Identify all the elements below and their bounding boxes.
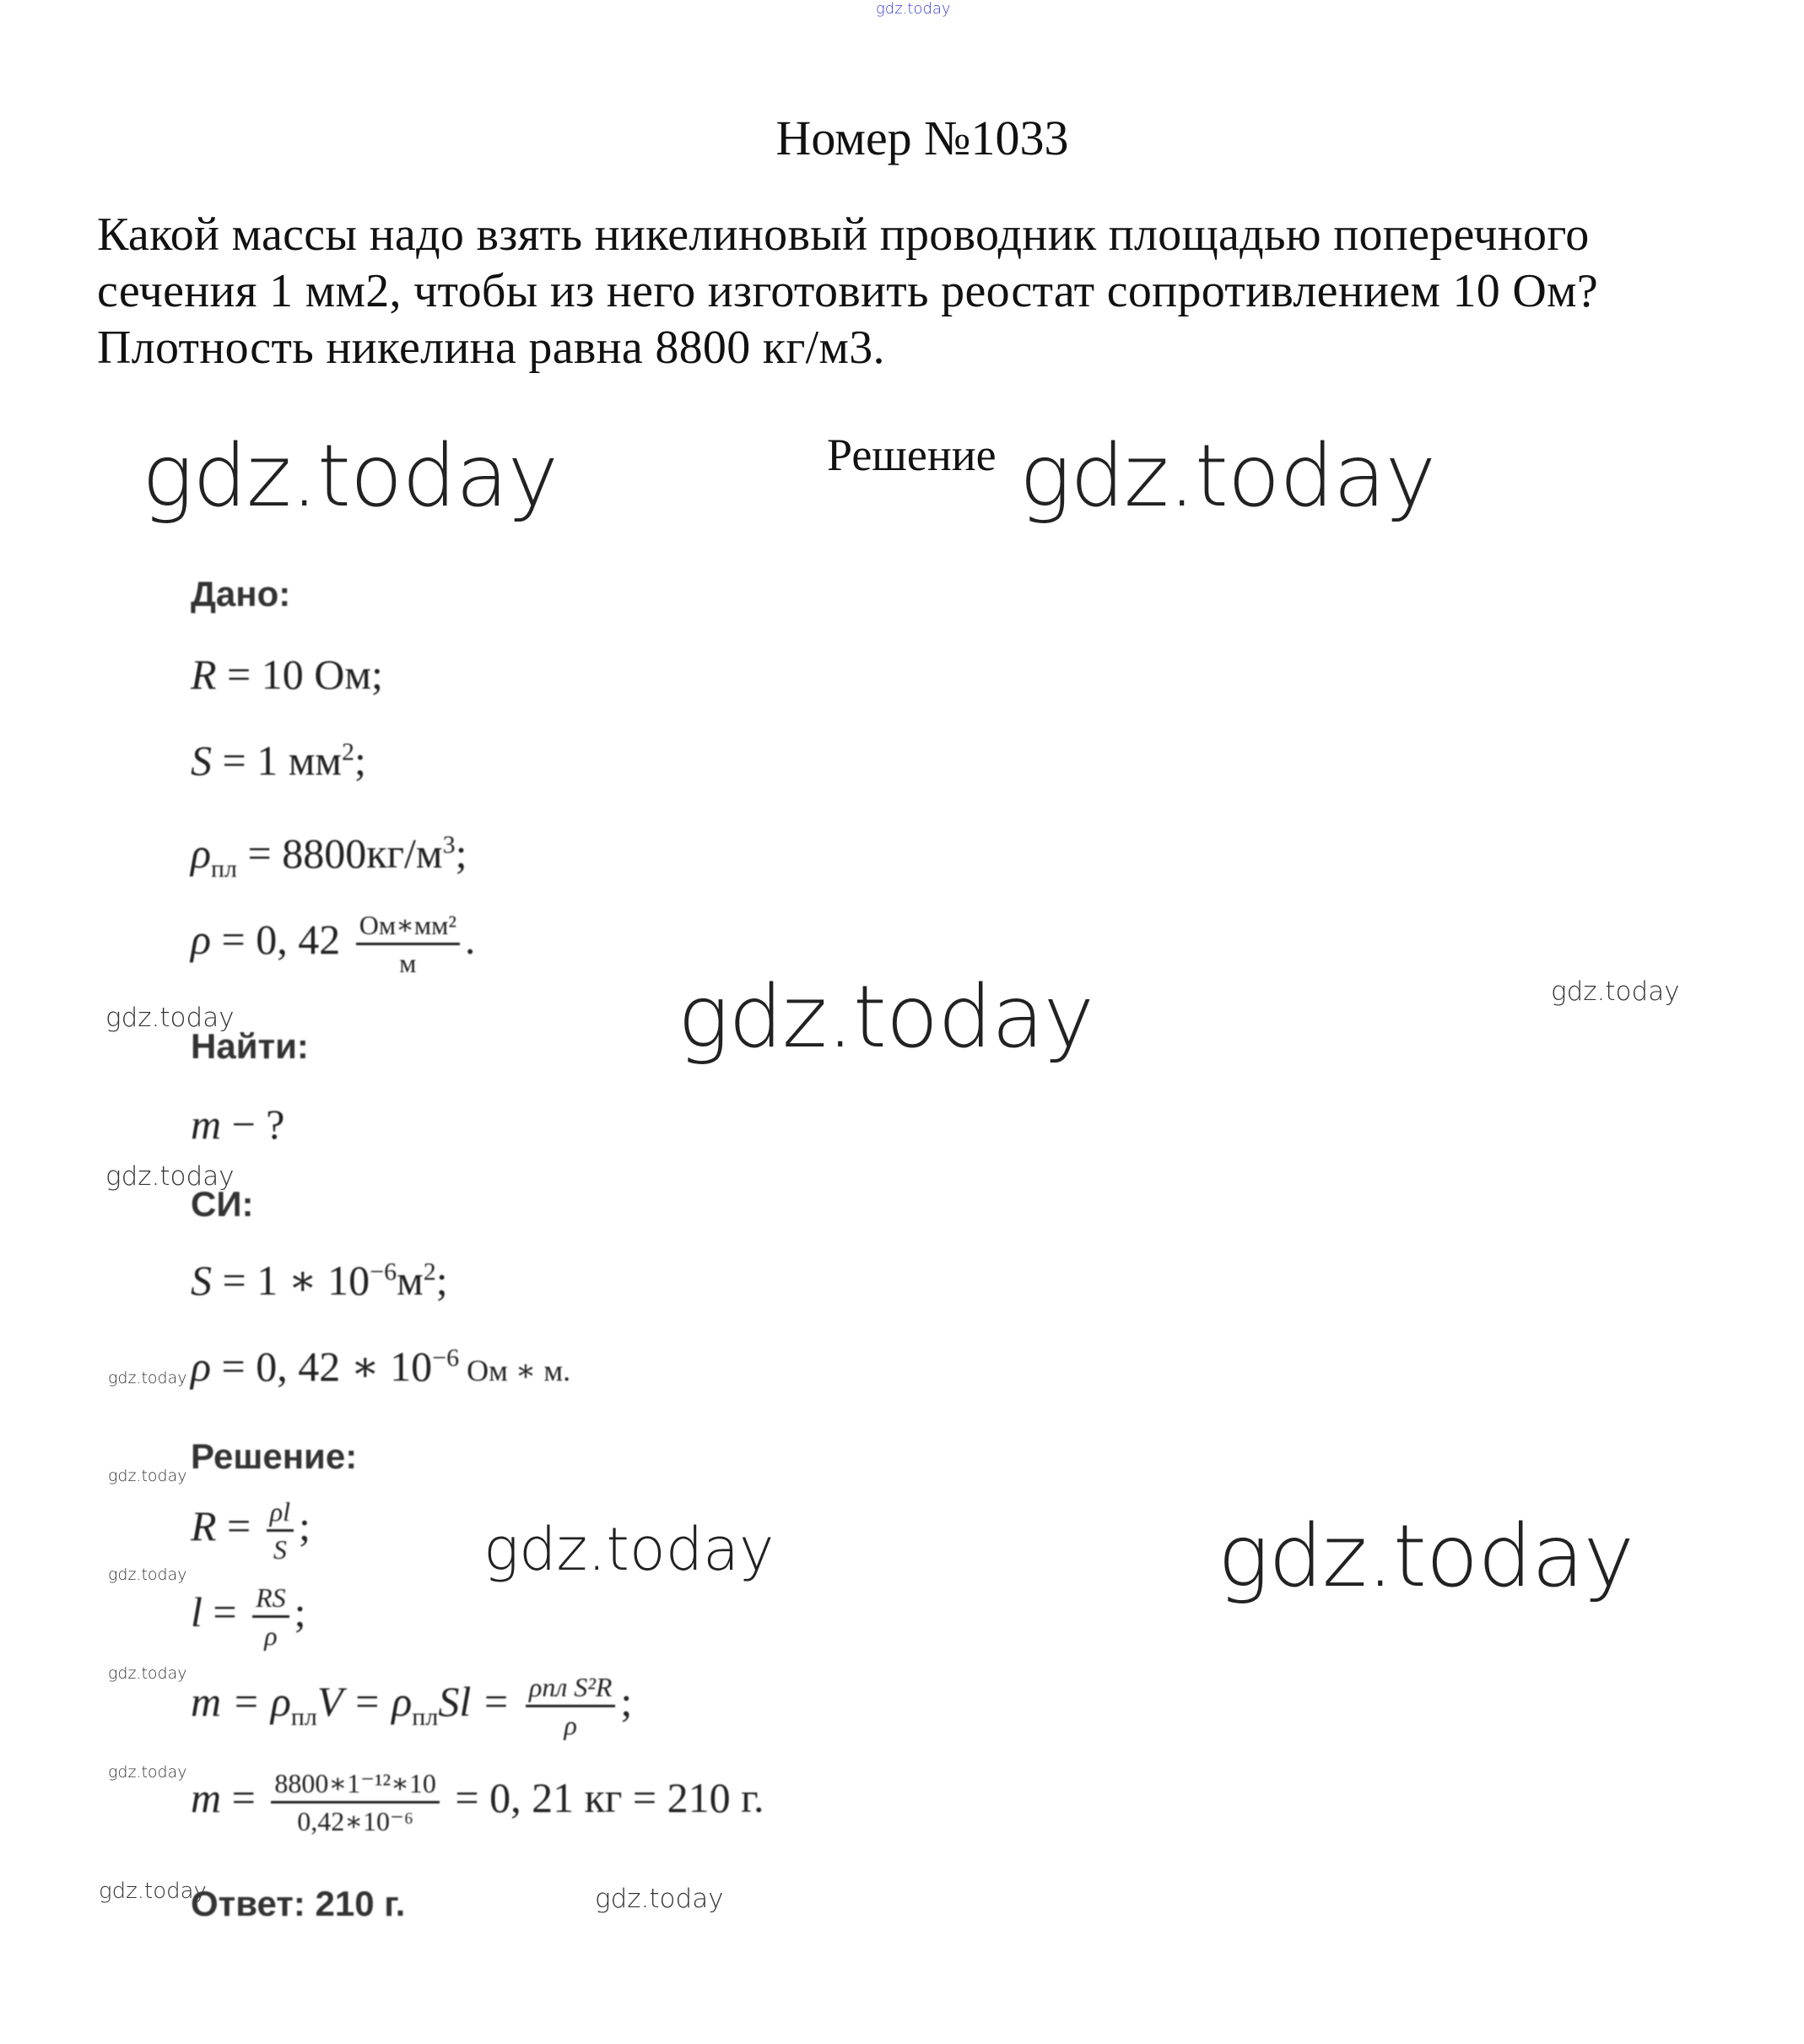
top-watermark: gdz.today xyxy=(876,0,951,18)
formula-l: l = $\frac{RS}{\rho}$ ; xyxy=(191,1580,306,1653)
watermark: gdz.today xyxy=(108,1467,187,1485)
watermark: gdz.today xyxy=(99,1879,207,1904)
watermark: gdz.today xyxy=(105,1003,235,1033)
watermark: gdz.today xyxy=(108,1565,187,1584)
watermark: gdz.today xyxy=(108,1763,187,1782)
si-s: S = 1 ∗ $10^{-6}м^2$; xyxy=(191,1257,448,1304)
formula-r: R = $\frac{\rho l}{S}$ ; xyxy=(191,1494,311,1567)
problem-statement: Какой массы надо взять никелиновый проводник площадью поперечного сечения 1 мм2, чтобы из него изготовить реостат сопротивлением 10 Ом? Плотность никелина равна 8800 кг/м3. xyxy=(97,208,1599,374)
watermark: gdz.today xyxy=(483,1515,775,1584)
given-r: R = 10 Ом; xyxy=(191,651,383,698)
given-s: S = 1 $мм^2$; xyxy=(191,737,366,784)
find-m: m − ? xyxy=(191,1100,285,1148)
watermark: gdz.today xyxy=(1218,1506,1634,1607)
watermark: gdz.today xyxy=(142,426,558,527)
given-rho-pl: $\rho_{пл} = 8800кг/м^3$; xyxy=(191,830,467,883)
watermark: gdz.today xyxy=(105,1161,235,1192)
watermark: gdz.today xyxy=(1551,976,1680,1007)
formula-m: $m = \rho_{пл}V = \rho_{пл}Sl$ = $\frac{\text{ρпл S²R}}{\rho}$ ; xyxy=(191,1669,632,1743)
watermark: gdz.today xyxy=(595,1884,724,1914)
solution-label: Решение: xyxy=(191,1436,358,1476)
find-label: Найти: xyxy=(191,1026,309,1066)
watermark: gdz.today xyxy=(108,1369,187,1387)
si-label: СИ: xyxy=(191,1184,254,1224)
answer: Ответ: 210 г. xyxy=(191,1884,406,1923)
si-rho: ρ = 0, 42 ∗ $10^{-6}$ Ом ∗ м. xyxy=(191,1343,571,1390)
watermark: gdz.today xyxy=(1019,426,1435,527)
given-rho: ρ = 0, 42 $\frac{\text{Ом∗мм²}}{м}$ . xyxy=(191,907,475,981)
watermark: gdz.today xyxy=(678,967,1094,1068)
solution-heading: Решение xyxy=(827,430,997,480)
formula-m-calc: m = $\frac{\text{8800∗1⁻¹²∗10}}{\text{0,42∗10⁻⁶}}$ = 0, 21 кг = 210 г. xyxy=(191,1766,764,1839)
watermark: gdz.today xyxy=(108,1664,187,1683)
page-title: Номер №1033 xyxy=(775,111,1069,165)
given-label: Дано: xyxy=(191,574,291,614)
